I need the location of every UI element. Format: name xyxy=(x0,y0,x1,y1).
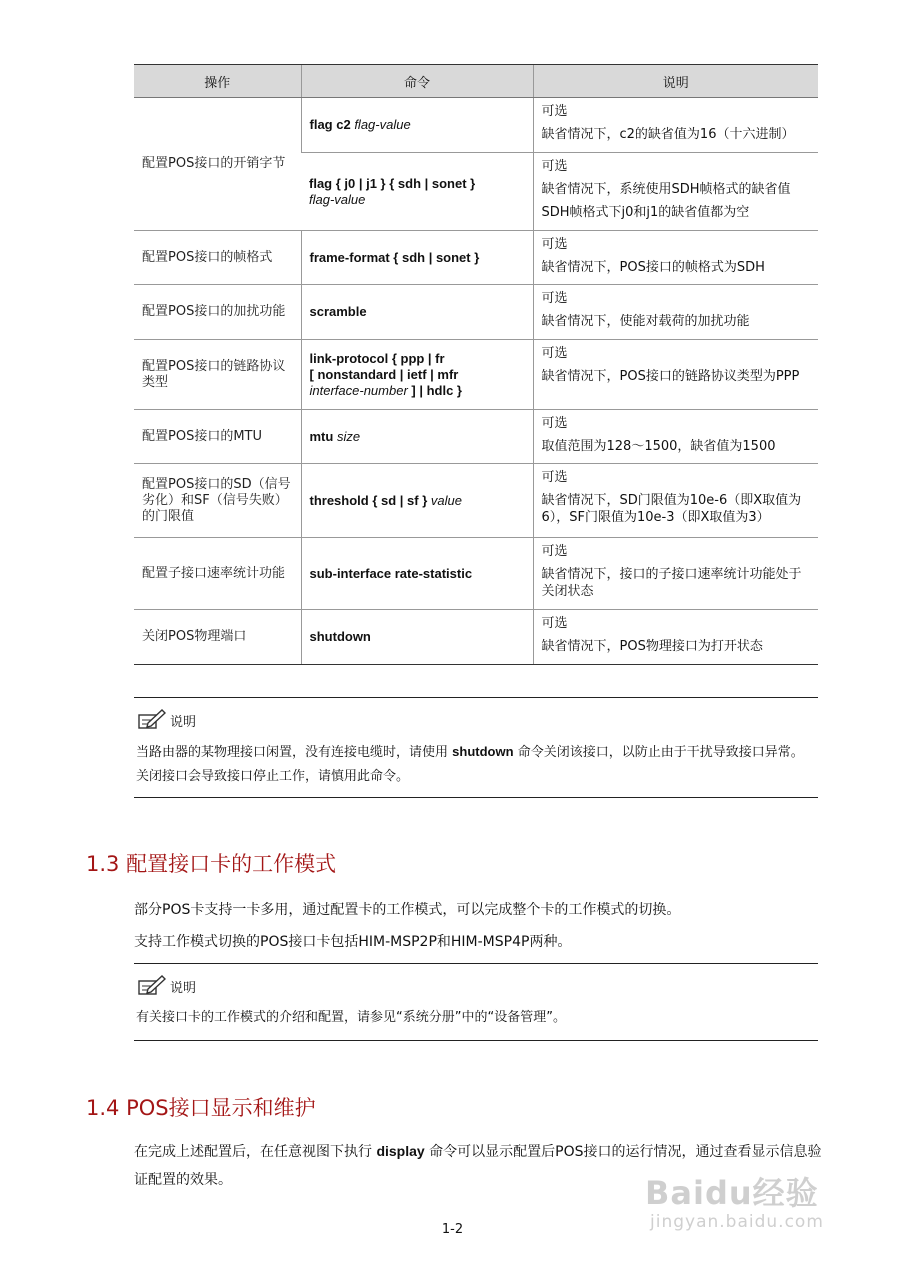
cmd-cell xyxy=(301,340,533,410)
desc-cell xyxy=(533,464,818,538)
desc-text: SDH帧格式下j0和j1的缺省值都为空 xyxy=(541,205,750,220)
op-cell: 配置POS接口的开销字节 xyxy=(134,98,301,231)
table-row xyxy=(134,610,818,665)
note-label: 说明 xyxy=(170,981,197,996)
op-cell: 配置POS接口的帧格式 xyxy=(134,231,301,285)
opt-label: 可选 xyxy=(541,616,568,631)
cmd-arg: value xyxy=(430,492,462,508)
header-description: 说明 xyxy=(533,65,818,98)
note-keyword: shutdown xyxy=(452,744,514,759)
cmd-keyword: flag { j0 | j1 } { sdh | sonet } xyxy=(309,175,476,191)
desc-cell xyxy=(533,153,818,231)
cmd-cell xyxy=(301,153,533,231)
opt-label: 可选 xyxy=(541,416,568,431)
paragraph: 支持工作模式切换的POS接口卡包括HIM-MSP2P和HIM-MSP4P两种。 xyxy=(134,934,572,950)
note-header xyxy=(136,974,196,996)
note-pencil-icon xyxy=(136,974,166,996)
section-title-1-3: 1.3 配置接口卡的工作模式 xyxy=(86,852,337,876)
cmd-keyword: [ nonstandard | ietf | mfr xyxy=(309,366,459,382)
note-text: 当路由器的某物理接口闲置，没有连接电缆时，请使用 shutdown 命令关闭该接口，以防止由于干扰导致接口异常。关闭接口会导致接口停止工作，请慎用此命令。 xyxy=(136,744,804,784)
opt-label: 可选 xyxy=(541,346,568,361)
cmd-cell xyxy=(301,98,533,153)
cmd-cell xyxy=(301,538,533,610)
opt-label: 可选 xyxy=(541,237,568,252)
desc-text: 缺省情况下，SD门限值为10e-6（即X取值为6），SF门限值为10e-3（即X取值为3） xyxy=(541,493,802,525)
opt-label: 可选 xyxy=(541,291,568,306)
table-row xyxy=(134,340,818,410)
paragraph-keyword: display xyxy=(376,1143,425,1159)
cmd-arg: interface-number xyxy=(309,382,408,398)
table-header-row xyxy=(134,65,818,98)
desc-cell xyxy=(533,98,818,153)
table-row xyxy=(134,231,818,285)
header-operation: 操作 xyxy=(134,65,301,98)
paragraph: 部分POS卡支持一卡多用，通过配置卡的工作模式，可以完成整个卡的工作模式的切换。 xyxy=(134,902,681,918)
cmd-keyword: shutdown xyxy=(309,629,371,644)
op-cell: 配置POS接口的SD（信号劣化）和SF（信号失败）的门限值 xyxy=(134,464,301,538)
desc-cell xyxy=(533,610,818,665)
paragraph: 在完成上述配置后，在任意视图下执行 display 命令可以显示配置后POS接口的运行情况，通过查看显示信息验证配置的效果。 xyxy=(134,1143,822,1188)
desc-text: 缺省情况下，系统使用SDH帧格式的缺省值 xyxy=(541,182,791,197)
section-title-1-4: 1.4 POS接口显示和维护 xyxy=(86,1096,316,1120)
desc-cell xyxy=(533,410,818,464)
desc-cell xyxy=(533,538,818,610)
opt-label: 可选 xyxy=(541,544,568,559)
cmd-arg: flag-value xyxy=(354,117,411,132)
note-box xyxy=(134,697,818,798)
desc-text: 缺省情况下，接口的子接口速率统计功能处于关闭状态 xyxy=(541,567,802,599)
cmd-arg: flag-value xyxy=(309,191,366,207)
cmd-keyword: ] | hdlc } xyxy=(411,382,462,398)
cmd-keyword: mtu xyxy=(309,428,334,444)
desc-cell xyxy=(533,340,818,410)
cmd-keyword: sub-interface rate-statistic xyxy=(309,565,473,581)
cmd-keyword: threshold { sd | sf } xyxy=(309,492,428,508)
cmd-keyword: scramble xyxy=(309,304,367,319)
note-text: 有关接口卡的工作模式的介绍和配置，请参见“系统分册”中的“设备管理”。 xyxy=(136,1010,566,1025)
note-pencil-icon xyxy=(136,708,166,730)
header-command: 命令 xyxy=(301,65,533,98)
desc-text: 取值范围为128～1500，缺省值为1500 xyxy=(541,439,776,454)
opt-label: 可选 xyxy=(541,104,568,119)
cmd-arg: size xyxy=(336,428,361,444)
note-header xyxy=(136,708,196,730)
note-label: 说明 xyxy=(170,715,197,730)
op-cell: 配置POS接口的链路协议类型 xyxy=(134,340,301,410)
desc-text: 缺省情况下，c2的缺省值为16（十六进制） xyxy=(541,127,795,142)
table-row xyxy=(134,538,818,610)
page-number: 1-2 xyxy=(441,1222,464,1237)
table-row xyxy=(134,98,818,153)
watermark-url: jingyan.baidu.com xyxy=(650,1212,824,1232)
cmd-cell xyxy=(301,610,533,665)
command-table xyxy=(134,64,818,665)
desc-text: 缺省情况下，POS接口的帧格式为SDH xyxy=(541,260,765,275)
op-cell: 关闭POS物理端口 xyxy=(134,610,301,665)
table-row xyxy=(134,285,818,340)
cmd-cell xyxy=(301,231,533,285)
cmd-cell xyxy=(301,410,533,464)
desc-cell xyxy=(533,231,818,285)
cmd-cell xyxy=(301,464,533,538)
cmd-keyword: flag c2 xyxy=(309,117,351,132)
cmd-keyword: link-protocol { ppp | fr xyxy=(309,350,445,366)
opt-label: 可选 xyxy=(541,470,568,485)
desc-text: 缺省情况下，POS接口的链路协议类型为PPP xyxy=(541,369,800,384)
note-box xyxy=(134,963,818,1041)
op-cell: 配置POS接口的MTU xyxy=(134,410,301,464)
opt-label: 可选 xyxy=(541,159,568,174)
table-row xyxy=(134,464,818,538)
op-cell: 配置POS接口的加扰功能 xyxy=(134,285,301,340)
desc-cell xyxy=(533,285,818,340)
desc-text: 缺省情况下，使能对载荷的加扰功能 xyxy=(541,314,750,329)
op-cell: 配置子接口速率统计功能 xyxy=(134,538,301,610)
table-row xyxy=(134,410,818,464)
desc-text: 缺省情况下，POS物理接口为打开状态 xyxy=(541,639,763,654)
cmd-cell xyxy=(301,285,533,340)
watermark-brand: Baidu经验 xyxy=(645,1174,819,1212)
cmd-keyword: frame-format { sdh | sonet } xyxy=(309,249,480,265)
